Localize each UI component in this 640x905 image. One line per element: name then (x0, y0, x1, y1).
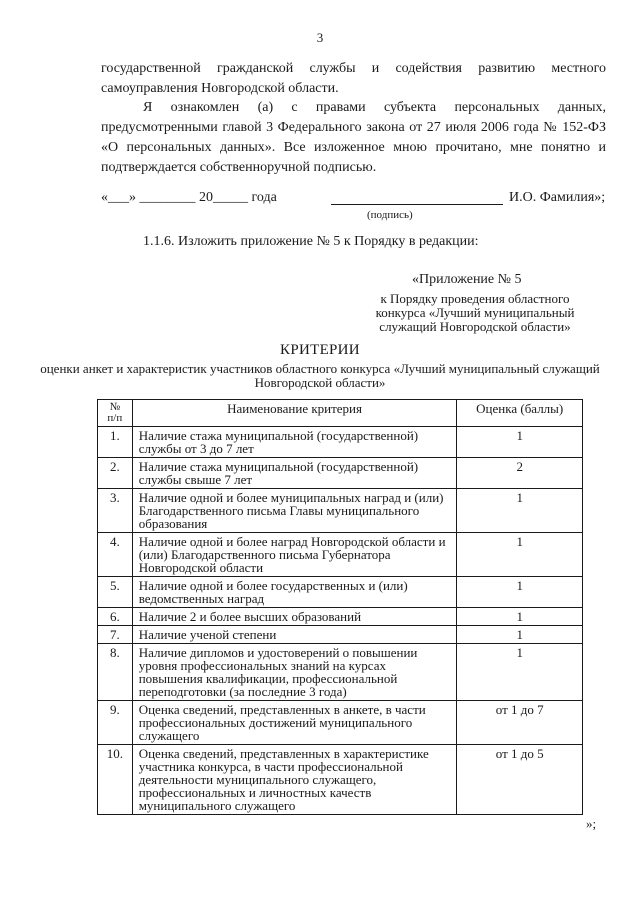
row-num: 5. (98, 577, 133, 608)
table-row (98, 644, 583, 701)
signature-blank (331, 190, 503, 205)
table-row (98, 745, 583, 815)
criteria-subtitle: оценки анкет и характеристик участников областного конкурса «Лучший муниципальный служащий Новгородской области» (40, 361, 600, 390)
row-num: 6. (98, 608, 133, 626)
appendix-title: «Приложение № 5 (412, 272, 522, 287)
row-score: 1 (457, 608, 583, 626)
closing-quote: »; (586, 816, 597, 831)
row-name: Наличие одной и более муниципальных наград и (или) Благодарственного письма Главы муниципального образования (132, 489, 457, 533)
row-name: Наличие одной и более государственных и (или) ведомственных наград (132, 577, 457, 608)
row-num: 4. (98, 533, 133, 577)
appendix-subtitle: к Порядку проведения областного конкурса «Лучший муниципальный служащий Новгородской области» (375, 291, 575, 334)
row-score: от 1 до 7 (457, 701, 583, 745)
row-name: Наличие дипломов и удостоверений о повышении уровня профессиональных знаний на курсах повышения квалификации, профессиональной переподготовки (за последние 3 года) (132, 644, 457, 701)
table-row (98, 577, 583, 608)
signature-date: «___» ________ 20_____ года (101, 190, 277, 205)
signature-name: И.О. Фамилия»; (509, 190, 606, 205)
header-name: Наименование критерия (132, 400, 457, 427)
row-name: Наличие стажа муниципальной (государственной) службы свыше 7 лет (132, 458, 457, 489)
row-name: Оценка сведений, представленных в характеристике участника конкурса, в части профессиональной деятельности муниципального служащего, профессиональных и личностных качеств муниципального служащего (132, 745, 457, 815)
row-score: 1 (457, 533, 583, 577)
table-row (98, 458, 583, 489)
row-score: от 1 до 5 (457, 745, 583, 815)
header-score: Оценка (баллы) (457, 400, 583, 427)
row-score: 1 (457, 644, 583, 701)
row-name: Наличие 2 и более высших образований (132, 608, 457, 626)
table-row (98, 489, 583, 533)
criteria-title: КРИТЕРИИ (280, 342, 360, 358)
row-name: Наличие одной и более наград Новгородской области и (или) Благодарственного письма Губернатора Новгородской области (132, 533, 457, 577)
paragraph-continuation: государственной гражданской службы и содействия развитию местного самоуправления Новгородской области. (101, 61, 606, 96)
row-name: Наличие стажа муниципальной (государственной) службы от 3 до 7 лет (132, 427, 457, 458)
row-score: 1 (457, 427, 583, 458)
table-row (98, 608, 583, 626)
row-num: 9. (98, 701, 133, 745)
signature-caption: (подпись) (367, 209, 413, 221)
row-num: 10. (98, 745, 133, 815)
paragraph-consent: Я ознакомлен (а) с правами субъекта персональных данных, предусмотренными главой 3 Федерального закона от 27 июля 2006 года № 152-ФЗ «О персональных данных». Все изложенное мною прочитано, мне понятно и подтверждается собственноручной подписью. (101, 100, 606, 175)
table-row (98, 427, 583, 458)
criteria-table (97, 399, 583, 815)
row-score: 2 (457, 458, 583, 489)
page-number: 3 (316, 30, 324, 45)
row-num: 2. (98, 458, 133, 489)
row-num: 3. (98, 489, 133, 533)
row-name: Наличие ученой степени (132, 626, 457, 644)
amendment-text: 1.1.6. Изложить приложение № 5 к Порядку в редакции: (143, 234, 479, 249)
row-num: 7. (98, 626, 133, 644)
row-score: 1 (457, 577, 583, 608)
table-row (98, 626, 583, 644)
row-name: Оценка сведений, представленных в анкете, в части профессиональных достижений муниципального служащего (132, 701, 457, 745)
row-score: 1 (457, 626, 583, 644)
table-header-row (98, 400, 583, 427)
row-score: 1 (457, 489, 583, 533)
table-row (98, 701, 583, 745)
signature-line (101, 190, 611, 212)
row-num: 1. (98, 427, 133, 458)
row-num: 8. (98, 644, 133, 701)
table-row (98, 533, 583, 577)
header-num: № п/п (98, 400, 133, 427)
